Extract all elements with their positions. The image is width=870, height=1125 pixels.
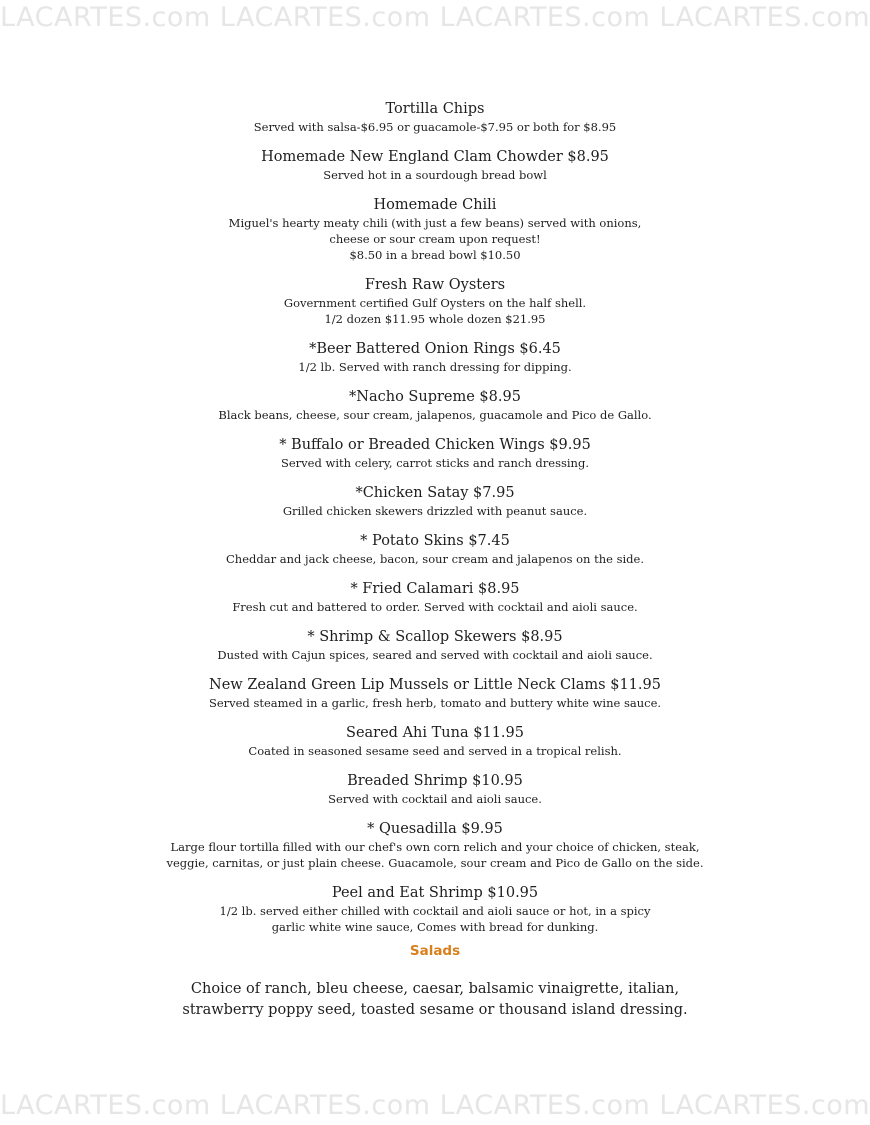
menu-item [0, 388, 870, 423]
menu-item-title: *Beer Battered Onion Rings $6.45 [309, 341, 561, 357]
menu-item-description: 1/2 lb. Served with ranch dressing for dipping. [298, 360, 572, 374]
menu-item [0, 724, 870, 759]
menu-item-title: Fresh Raw Oysters [364, 277, 506, 293]
menu-item-description: Miguel's hearty meaty chili (with just a few beans) served with onions, cheese or sour cream upon request! $8.50 in a bread bowl $10.50 [228, 216, 642, 262]
menu-item-title: *Nacho Supreme $8.95 [349, 389, 521, 405]
menu-item [0, 628, 870, 663]
menu-item-description: Coated in seasoned sesame seed and served in a tropical relish. [248, 744, 622, 758]
menu-item-title: * Fried Calamari $8.95 [350, 581, 520, 597]
menu-item-title: New Zealand Green Lip Mussels or Little Neck Clams $11.95 [209, 677, 661, 693]
menu-item-description: Served with cocktail and aioli sauce. [328, 792, 542, 806]
menu-item [0, 772, 870, 807]
menu-item [0, 340, 870, 375]
menu-item [0, 276, 870, 327]
menu-item-title: Breaded Shrimp $10.95 [347, 773, 523, 789]
menu-item-title: Peel and Eat Shrimp $10.95 [331, 885, 539, 901]
menu-item-title: *Chicken Satay $7.95 [355, 485, 515, 501]
menu-item-description: Served steamed in a garlic, fresh herb, tomato and buttery white wine sauce. [208, 696, 662, 710]
salad-dressing-options: Choice of ranch, bleu cheese, caesar, balsamic vinaigrette, italian, strawberry poppy seed, toasted sesame or thousand island dressing. [182, 981, 688, 1018]
appetizer-menu [0, 100, 870, 1021]
menu-item [0, 484, 870, 519]
menu-item-title: * Buffalo or Breaded Chicken Wings $9.95 [279, 437, 591, 453]
menu-item-title: Tortilla Chips [385, 101, 485, 117]
watermark-bottom: LACARTES.com LACARTES.com LACARTES.com LACARTES.com [0, 1090, 870, 1121]
menu-item-description: Black beans, cheese, sour cream, jalapenos, guacamole and Pico de Gallo. [218, 408, 652, 422]
watermark-top: LACARTES.com LACARTES.com LACARTES.com LACARTES.com [0, 2, 870, 33]
menu-item-description: Government certified Gulf Oysters on the half shell. 1/2 dozen $11.95 whole dozen $21.95 [283, 296, 587, 326]
menu-item-description: Served with salsa-$6.95 or guacamole-$7.95 or both for $8.95 [253, 120, 617, 134]
menu-item [0, 884, 870, 935]
salads-heading: Salads [409, 943, 461, 959]
menu-item-description: Grilled chicken skewers drizzled with peanut sauce. [282, 504, 588, 518]
menu-item-title: * Shrimp & Scallop Skewers $8.95 [307, 629, 563, 645]
menu-item-description: Served hot in a sourdough bread bowl [323, 168, 547, 182]
menu-item [0, 820, 870, 871]
menu-item-title: Homemade New England Clam Chowder $8.95 [261, 149, 609, 165]
menu-item-description: Dusted with Cajun spices, seared and served with cocktail and aioli sauce. [217, 648, 653, 662]
menu-item-title: * Potato Skins $7.45 [360, 533, 510, 549]
menu-item-description: Cheddar and jack cheese, bacon, sour cream and jalapenos on the side. [226, 552, 644, 566]
menu-item-description: 1/2 lb. served either chilled with cocktail and aioli sauce or hot, in a spicy garlic white wine sauce, Comes with bread for dunking. [219, 904, 651, 934]
menu-item-title: Homemade Chili [373, 197, 497, 213]
menu-item [0, 532, 870, 567]
menu-item [0, 436, 870, 471]
menu-item [0, 676, 870, 711]
menu-item-title: Seared Ahi Tuna $11.95 [346, 725, 524, 741]
menu-item-title: * Quesadilla $9.95 [367, 821, 503, 837]
menu-item [0, 580, 870, 615]
menu-item [0, 148, 870, 183]
menu-item [0, 100, 870, 135]
menu-item-description: Fresh cut and battered to order. Served with cocktail and aioli sauce. [232, 600, 638, 614]
menu-item [0, 196, 870, 263]
menu-item-description: Large flour tortilla filled with our chef's own corn relich and your choice of chicken, steak, veggie, carnitas, or just plain cheese. Guacamole, sour cream and Pico de Gallo on the side. [166, 840, 704, 870]
menu-item-description: Served with celery, carrot sticks and ranch dressing. [281, 456, 589, 470]
